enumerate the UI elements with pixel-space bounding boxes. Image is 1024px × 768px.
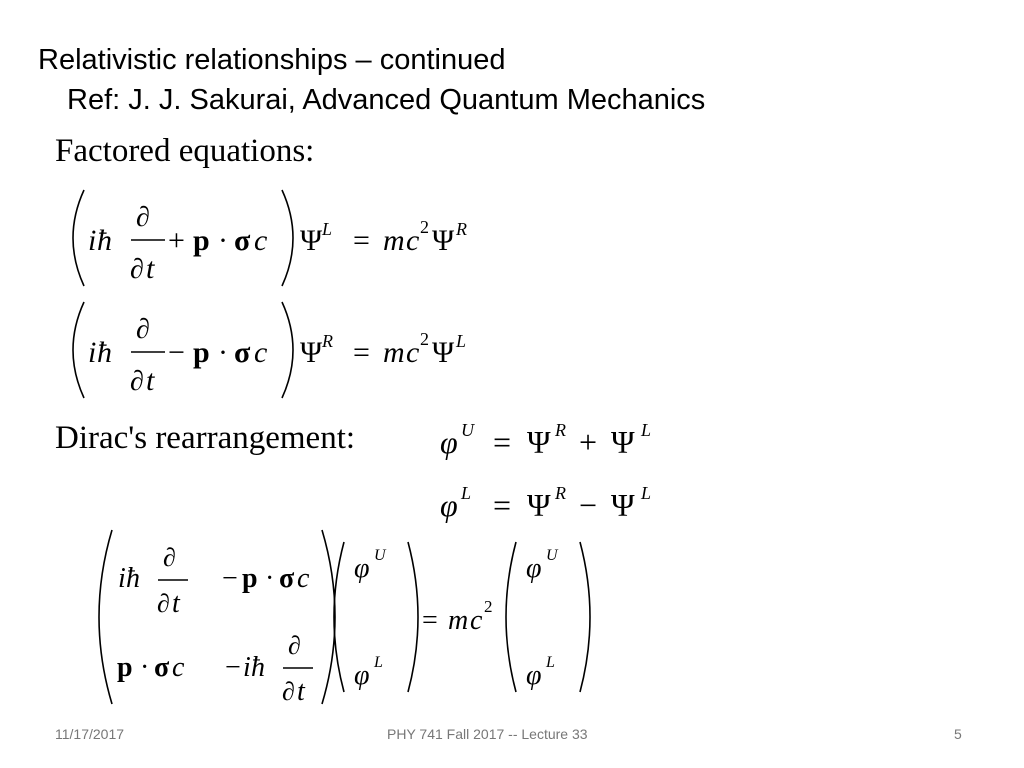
- dirac-rearrangement-heading: Dirac's rearrangement:: [55, 420, 356, 456]
- vec2-phi-U: φ: [526, 553, 542, 584]
- a22-minus: −: [225, 652, 241, 683]
- a22-partial-den: ∂: [282, 677, 295, 706]
- eq2-dot: ·: [218, 336, 228, 369]
- a22-t: t: [297, 676, 305, 707]
- eq1-psi: Ψ: [300, 224, 323, 257]
- eq2-c: c: [254, 336, 268, 369]
- eq2-hbar: ħ: [97, 336, 112, 369]
- vec1-phi-L-sup: L: [374, 654, 383, 671]
- dirac-phi-L-line: [440, 483, 651, 523]
- eq2-right-paren: [282, 302, 293, 398]
- phi-U-equals: =: [493, 424, 512, 460]
- eq2-partial-num: ∂: [136, 314, 150, 345]
- phi-L-psi2-L: L: [641, 483, 652, 503]
- equation-1: [88, 202, 467, 285]
- vector2-left-paren: [506, 542, 516, 692]
- matrix-equals: =: [422, 605, 438, 636]
- footer-course: PHY 741 Fall 2017 -- Lecture 33: [387, 726, 588, 742]
- eq2-p: p: [193, 336, 210, 369]
- matrix-m: m: [448, 605, 469, 636]
- eq1-psi-L: L: [322, 219, 333, 239]
- a12-dot: ·: [265, 563, 275, 594]
- eq2-psi-R: R: [322, 331, 333, 351]
- eq1-left-paren: [73, 190, 84, 286]
- matrix-squared: 2: [484, 597, 493, 616]
- vec1-phi-L: φ: [354, 660, 370, 691]
- dirac-phi-U-line: [440, 420, 651, 460]
- vec2-phi-U-sup: U: [546, 547, 558, 564]
- phi-L: φ: [440, 487, 458, 523]
- eq2-partial-den: ∂: [130, 366, 144, 397]
- phi-L-psi1: Ψ: [527, 487, 551, 523]
- eq1-p: p: [193, 224, 210, 257]
- eq2-psi-rhs: Ψ: [432, 336, 455, 369]
- vector1-right-paren: [408, 542, 418, 692]
- phi-U-psi2: Ψ: [611, 424, 635, 460]
- eq1-dot: ·: [218, 224, 228, 257]
- eq1-m: m: [383, 224, 405, 257]
- phi-U: φ: [440, 424, 458, 460]
- a22-i: i: [243, 652, 251, 683]
- vec2-phi-L-sup: L: [546, 654, 555, 671]
- a12-c: c: [297, 563, 310, 594]
- eq1-c2: c: [406, 224, 420, 257]
- phi-L-equals: =: [493, 487, 512, 523]
- matrix-right-paren: [322, 530, 335, 704]
- eq1-t: t: [146, 252, 155, 285]
- equation-2: [88, 314, 466, 397]
- vector2-right-paren: [580, 542, 590, 692]
- eq2-squared: 2: [420, 329, 429, 349]
- eq2-equals: =: [353, 336, 370, 369]
- eq2-m: m: [383, 336, 405, 369]
- eq1-squared: 2: [420, 217, 429, 237]
- eq2-sigma: σ: [234, 336, 251, 369]
- a21-dot: ·: [140, 652, 150, 683]
- a11-partial-num: ∂: [163, 543, 176, 572]
- eq2-c2: c: [406, 336, 420, 369]
- a11-partial-den: ∂: [157, 589, 170, 618]
- a21-p: p: [117, 652, 133, 683]
- eq1-psi-R: R: [456, 219, 467, 239]
- eq2-i: i: [88, 336, 97, 369]
- eq2-t: t: [146, 364, 155, 397]
- eq1-c: c: [254, 224, 268, 257]
- phi-L-psi1-R: R: [555, 483, 566, 503]
- eq1-equals: =: [353, 224, 370, 257]
- eq1-psi-rhs: Ψ: [432, 224, 455, 257]
- eq1-i: i: [88, 224, 97, 257]
- slide-title: Relativistic relationships – continued: [38, 44, 506, 76]
- phi-U-plus: +: [579, 424, 598, 460]
- a22-hbar: ħ: [251, 652, 265, 683]
- a12-sigma: σ: [279, 563, 295, 594]
- vec1-phi-U: φ: [354, 553, 370, 584]
- factored-equations-heading: Factored equations:: [55, 133, 315, 169]
- a11-hbar: ħ: [126, 563, 140, 594]
- vec2-phi-L: φ: [526, 660, 542, 691]
- vec1-phi-U-sup: U: [374, 547, 386, 564]
- eq2-minus: −: [168, 336, 185, 369]
- eq1-partial-den: ∂: [130, 254, 144, 285]
- a11-i: i: [118, 563, 126, 594]
- a21-sigma: σ: [154, 652, 170, 683]
- footer-page-number: 5: [954, 726, 962, 742]
- phi-U-psi1: Ψ: [527, 424, 551, 460]
- phi-L-minus: −: [579, 487, 598, 523]
- phi-U-psi2-L: L: [641, 420, 652, 440]
- a12-minus: −: [222, 563, 238, 594]
- eq1-plus: +: [168, 224, 185, 257]
- phi-U-psi1-R: R: [555, 420, 566, 440]
- eq2-psi: Ψ: [300, 336, 323, 369]
- eq1-partial-num: ∂: [136, 202, 150, 233]
- reference-line: Ref: J. J. Sakurai, Advanced Quantum Mechanics: [67, 84, 706, 116]
- eq1-sigma: σ: [234, 224, 251, 257]
- phi-L-sup: L: [461, 483, 472, 503]
- a22-partial-num: ∂: [288, 631, 301, 660]
- eq1-right-paren: [282, 190, 293, 286]
- a21-c: c: [172, 652, 185, 683]
- footer-date: 11/17/2017: [55, 726, 125, 742]
- eq2-left-paren: [73, 302, 84, 398]
- a11-t: t: [172, 588, 180, 619]
- matrix-left-paren: [99, 530, 112, 704]
- phi-L-psi2: Ψ: [611, 487, 635, 523]
- matrix-c: c: [470, 605, 483, 636]
- eq2-psi-L: L: [456, 331, 467, 351]
- phi-U-sup: U: [461, 420, 474, 440]
- a12-p: p: [242, 563, 258, 594]
- eq1-hbar: ħ: [97, 224, 112, 257]
